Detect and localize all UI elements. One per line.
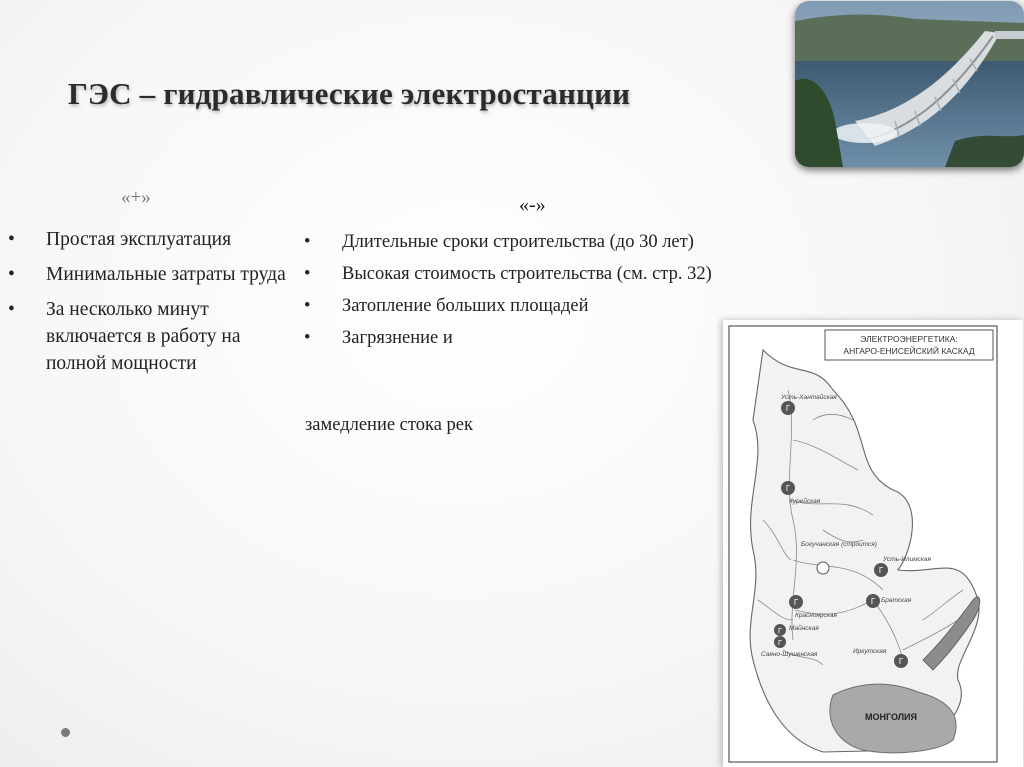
cons-item-text: Затопление больших площадей bbox=[342, 296, 589, 316]
cons-heading: «-» bbox=[519, 194, 546, 216]
station-symbol: Г bbox=[878, 566, 884, 575]
bullet: • bbox=[8, 229, 15, 250]
cascade-map bbox=[723, 320, 1023, 767]
pros-item-text: Минимальные затраты труда bbox=[46, 264, 286, 285]
bullet: • bbox=[304, 328, 311, 348]
station-label: Красноярская bbox=[795, 612, 837, 619]
list-item bbox=[304, 229, 792, 256]
station-symbol: Г bbox=[898, 657, 904, 666]
list-item bbox=[8, 296, 286, 377]
bullet: • bbox=[8, 299, 15, 320]
station-label: Братская bbox=[881, 597, 912, 604]
station-label: Майнская bbox=[789, 625, 819, 632]
list-item bbox=[304, 261, 792, 288]
station-symbol: Г bbox=[777, 626, 783, 635]
station-symbol: Г bbox=[785, 404, 791, 413]
station-symbol: Г bbox=[793, 598, 799, 607]
bullet: • bbox=[304, 296, 311, 316]
dam-photo bbox=[795, 1, 1024, 167]
bullet: • bbox=[304, 264, 311, 284]
map-title-line1: ЭЛЕКТРОЭНЕРГЕТИКА: bbox=[860, 334, 958, 344]
station-label: Саяно-Шушенская bbox=[761, 651, 818, 658]
cons-continuation: замедление стока рек bbox=[305, 415, 473, 435]
map-title-line2: АНГАРО-ЕНИСЕЙСКИЙ КАСКАД bbox=[843, 346, 975, 356]
station-label: Курейская bbox=[789, 498, 821, 505]
cons-item-text: Длительные сроки строительства (до 30 лет) bbox=[342, 232, 694, 252]
station-label: Иркутская bbox=[853, 648, 887, 655]
station-label: Усть-Хантайская bbox=[781, 394, 837, 401]
cons-item-text: Высокая стоимость строительства (см. стр. 32) bbox=[342, 264, 712, 284]
pros-item-text: Простая эксплуатация bbox=[46, 229, 232, 250]
station-label: Усть-Илимская bbox=[883, 556, 931, 563]
pros-list bbox=[8, 226, 286, 385]
station-symbol: Г bbox=[785, 484, 791, 493]
list-item bbox=[8, 226, 286, 253]
bullet: • bbox=[304, 232, 311, 252]
region-label: МОНГОЛИЯ bbox=[864, 712, 918, 722]
pros-heading: «+» bbox=[121, 187, 151, 208]
pros-item-text: За несколько минут включается в работу на полной мощности bbox=[46, 299, 241, 374]
station-symbol: Г bbox=[870, 597, 876, 606]
slide-title: ГЭС – гидравлические электростанции bbox=[68, 76, 631, 111]
slide-nav-dot bbox=[61, 728, 70, 737]
station-symbol: Г bbox=[777, 638, 783, 647]
station-label: Богучанская (строится) bbox=[801, 541, 877, 548]
list-item bbox=[304, 293, 792, 320]
bullet: • bbox=[8, 264, 15, 285]
list-item bbox=[8, 261, 286, 288]
cons-item-text: Загрязнение и bbox=[342, 328, 453, 348]
